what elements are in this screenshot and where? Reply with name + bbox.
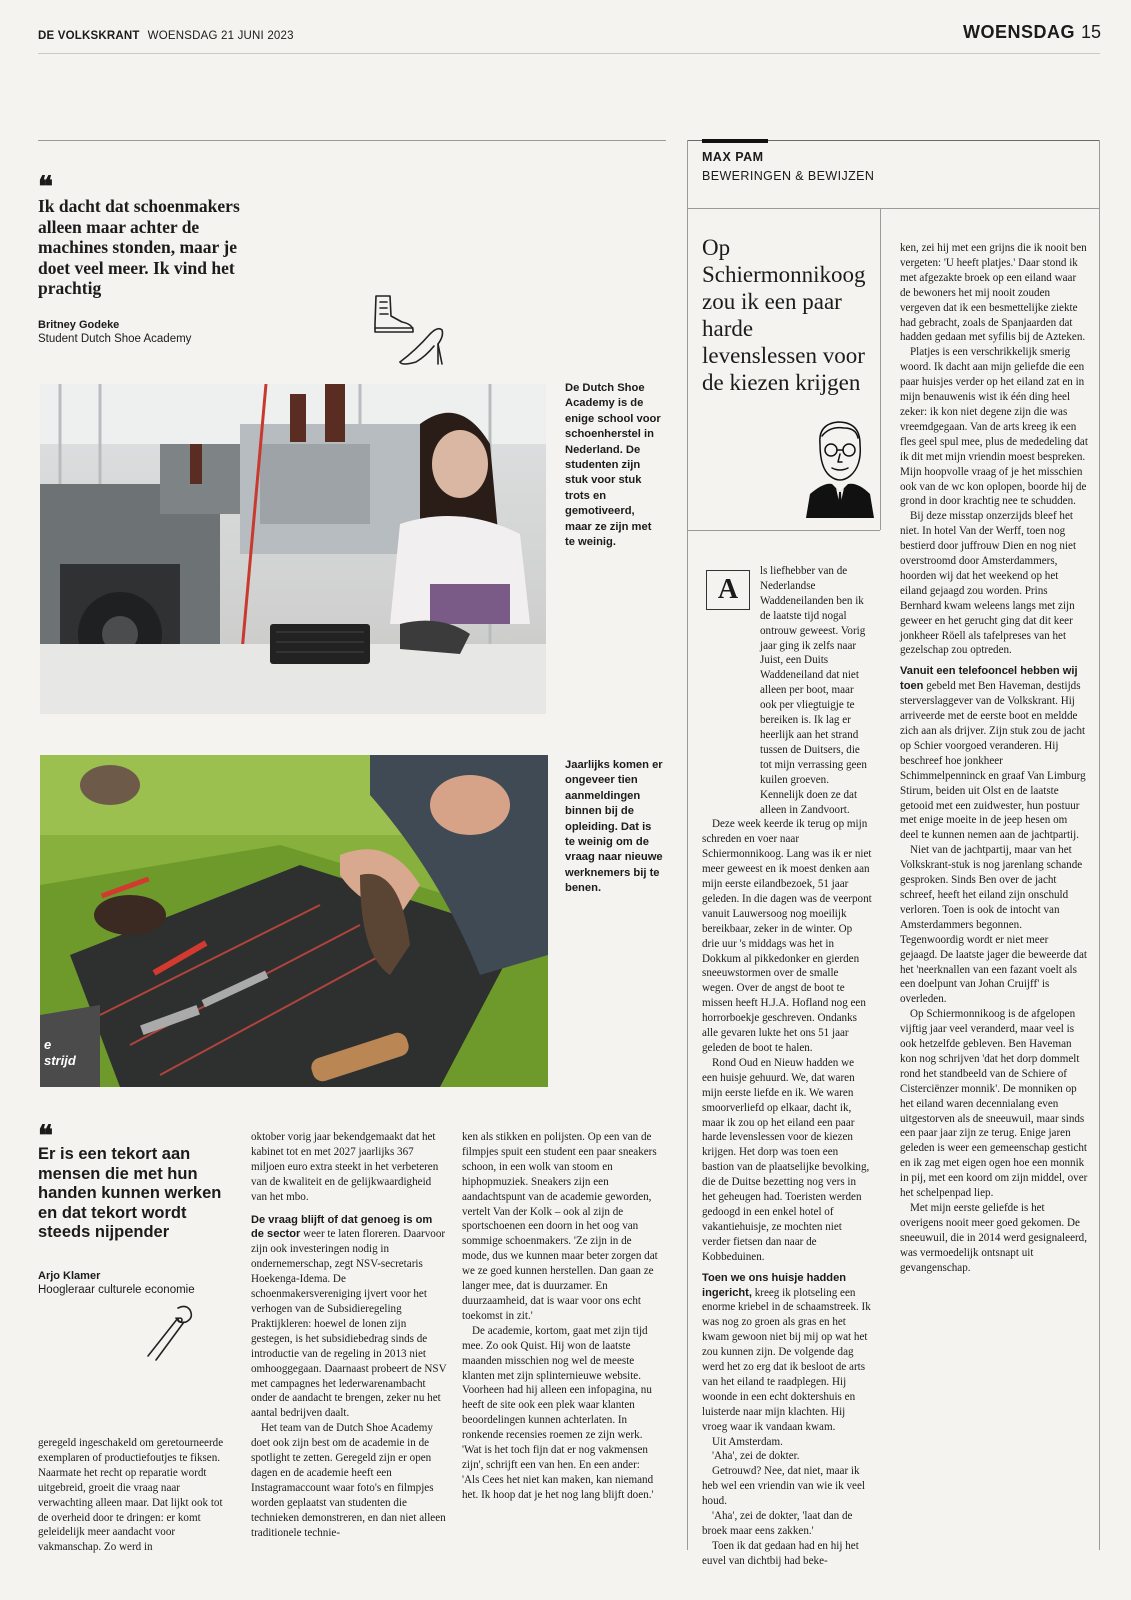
column-accent-bar [702, 139, 768, 143]
pull-quote-2: Er is een tekort aan mensen die met hun handen kunnen werken en dat tekort wordt steeds nijpender [38, 1145, 222, 1241]
author-portrait [800, 414, 878, 518]
column-paragraph: Getrouwd? Nee, dat niet, maar ik heb wel een vriendin van wie ik veel houd. [702, 1465, 865, 1508]
article-column-2 [251, 1130, 448, 1540]
pull-quote-1: Ik dacht dat schoenmakers alleen maar achter de machines stonden, maar je doet veel meer. Ik vind het prachtig [38, 196, 240, 298]
column-paragraph: ken, zei hij met een grijns die ik nooit ben vergeten: 'U heeft platjes.' Daar stond ik met afgezakte broek op een eiland waar de bewoners het mij nooit zouden vergeven dat ik een besmettelijke ziekte had gebracht, zoals de Spanjaarden dat hadden gedaan met syfilis bij de Azteken. [900, 242, 1087, 344]
article-column-1 [38, 1436, 235, 1555]
article-paragraph: De academie, kortom, gaat met zijn tijd mee. Zo ook Quist. Hij won de laatste maanden misschien nog wel de meeste klanten met zijn splinternieuwe website. Voorheen had hij alleen een infopagina, nu heeft de site ook een plek waar klanten beoordelingen kunnen achterlaten. In ronkende recensies roemen ze zijn werk. 'Wat is het toch fijn dat er nog vakmensen zijn', schrijft een van hen. En een ander: 'Als Cees het niet kan maken, kan niemand het. Ik hoop dat je het nog lang blijft doen.' [462, 1324, 654, 1501]
issue-date: WOENSDAG 21 JUNI 2023 [147, 30, 294, 42]
article-paragraph [251, 1213, 448, 1422]
paragraph-text: gebeld met Ben Haveman, destijds sterverslaggever van de Volkskrant. Hij arriveerde met de eerste boot en meldde zich aan als drijver. Zijn stuk zou de jacht op Schier voorgoed veranderen. Hij beschreef hoe jonkheer Schimmelpenninck en graaf Van Limburg Stirum, beiden uit Olst en de laatste getooid met een zuidwester, hun postuur met enige moeite in de jeep hesen om deel te kunnen nemen aan de jachtpartij. [900, 680, 1086, 842]
section-name: WOENSDAG [962, 22, 1075, 42]
article-paragraph: Het team van de Dutch Shoe Academy doet ook zijn best om de academie in de spotlight te zetten. Geregeld zijn er open dagen en de academie heeft een Instagramaccount waar foto's en filmpjes worden geplaatst van studenten die technieken demonstreren, en dan niet alleen traditionele technie- [251, 1422, 446, 1539]
column-rubric: BEWERINGEN & BEWIJZEN [702, 169, 875, 183]
photo-1-caption: De Dutch Shoe Academy is de enige school voor schoenherstel in Nederland. De studenten zijn stuk voor stuk trots en gemotiveerd, maar ze zijn met te weinig. [565, 382, 661, 549]
article-paragraph: geregeld ingeschakeld om geretourneerde exemplaren of productiefoutjes te fiksen. Naarmate het recht op reparatie wordt uitgebreid, groeit die vraag naar verwachting alleen maar. Dat lijkt ook tot de overheid door te dringen: er komt geleidelijk meer aandacht voor vakmanschap. Zo werd in [38, 1437, 224, 1554]
column-headline: Op Schiermonnikoog zou ik een paar harde levenslessen voor de kiezen krijgen [702, 235, 866, 395]
column-header-divider [880, 208, 881, 530]
column-paragraph [702, 1271, 872, 1435]
quote-2-role: Hoogleraar culturele economie [38, 1284, 195, 1296]
page-header-right [963, 22, 1101, 43]
column-text-left [702, 564, 872, 1569]
column-paragraph: Rond Oud en Nieuw hadden we een huisje gehuurd. We, dat waren mijn eerste liefde en ik. We waren smoorverliefd op elkaar, dacht ik, maar ik zou op het eiland een paar harde levenslessen voor de kiezen krijgen. Het dorp was toen een bastion van de plaatselijke bevolking, die de Duitse bezetting nog vers in het geheugen had. Toeristen werden gedoogd in een enkel hotel of vakantiehuisje, ze mochten niet verder fietsen dan naar de Kobbeduinen. [702, 1056, 870, 1263]
column-box-right-rule [1099, 140, 1100, 1550]
column-paragraph: Op Schiermonnikoog is de afgelopen vijftig jaar veel veranderd, maar veel is ook hetzelfde gebleven. Ben Haveman kon nog schrijven 'dat het dorp dommelt rond het standbeeld van de Schiere of Cisterciënzer monnik'. De monniken op het eiland waren decennialang even uitgestorven als de sneeuwuil, maar sinds een paar jaar zijn ze terug. Enige jaren geleden is weer een gemeenschap gesticht en ik zag met eigen ogen hoe een monnik in pij, met een koord om zijn middel, over het schelpenpad liep. [900, 1008, 1088, 1200]
paragraph-text: weer te laten floreren. Daarvoor zijn ook investeringen nodig in ondernemerschap, zegt NSV-secretaris Hoekenga-Idema. De schoenmakersvereniging ijvert voor het verhogen van de Subsidieregeling Praktijkleren: hoewel de lonen zijn gestegen, is het subsidiebedrag sinds de introductie van de regeling in 2013 niet omhooggegaan. Daarnaast probeert de NSV met campagnes het lederwarenambacht onder de aandacht te brengen, zeker nu het aantal bedrijven daalt. [251, 1228, 447, 1420]
article-paragraph: oktober vorig jaar bekendgemaakt dat het kabinet tot en met 2027 jaarlijks 367 miljoen euro extra steekt in het verbeteren van de kwaliteit en de gelijkwaardigheid van het mbo. [251, 1131, 439, 1203]
column-paragraph: Niet van de jachtpartij, maar van het Volkskrant-stuk is nog jarenlang schande gesproken. Sinds Ben over de jacht schreef, heeft het eiland zijn onschuld verloren. Toen is ook de intocht van Amsterdammers begonnen. Tegenwoordig wordt er niet meer gejaagd. De laatste jager die beweerde dat het 'neerknallen van een fazant voelt als een doelpunt van Johan Cruijff' is overleden. [900, 844, 1087, 1006]
paragraph-text: kreeg ik plotseling een enorme kriebel in de schaamstreek. Ik was nog zo groen als gras en het kwam gewoon niet bij mij op wat het zou kunnen zijn. De volgende dag werd het zo erg dat ik besloot de arts van het eiland te raadplegen. Hij woonde in een echt doktershuis en luisterde naar mijn klachten. Hij vroeg waar ik vandaan kwam. [702, 1286, 871, 1433]
column-text-right [900, 241, 1088, 1276]
column-paragraph: Platjes is een verschrikkelijk smerig woord. Ik dacht aan mijn geliefde die een paar huisjes verder op het eiland zat en in mijn benauwenis wist ik één ding heel zeker: ik kon niet degene zijn die was vreemdgegaan. Van de arts kreeg ik een fles geel spul mee, plus de mededeling dat ik dit met mijn vriendin moest bespreken. Mijn hoopvolle vraag of je het misschien ook van de wc kon oplopen, boorde hij de grond in door krachtig nee te schudden. [900, 346, 1088, 508]
column-paragraph: Toen ik dat gedaan had en hij het euvel van dichtbij had beke- [702, 1539, 859, 1567]
column-paragraph: Uit Amsterdam. [712, 1435, 783, 1448]
header-rule [38, 53, 1100, 54]
column-header-rule [687, 208, 1099, 209]
page-number: 15 [1080, 22, 1101, 42]
column-paragraph [900, 664, 1088, 843]
article-paragraph: ken als stikken en polijsten. Op een van de filmpjes spuit een student een paar sneakers schoon, in een wolk van stoom en hiphopmuziek. Sneakers zijn een aandachtspunt van de academie geworden, vertelt Van der Kolk – ook al zijn de sportschoenen een doorn in het oog van sommige schoenmakers. 'Ze zijn in de mode, dus we kunnen maar beter zorgen dat we ze goed kunnen herstellen. Dan gaan ze langer mee, dat is duurzamer. En duurzaamheid, dat is waar voor ons echt toekomst in zit.' [462, 1131, 658, 1322]
column-box-left-rule [687, 140, 688, 1550]
column-dropcap: A [706, 570, 750, 610]
paragraph-lead: Vanuit een telefooncel hebben wij toen [900, 665, 1078, 693]
page-header-left [38, 30, 294, 42]
paper-name: DE VOLKSKRANT [38, 30, 140, 42]
quote-1-author: Britney Godeke [38, 319, 120, 331]
paragraph-lead: Toen we ons huisje hadden ingericht, [702, 1271, 847, 1299]
photo-2-overlay-text: e strijd [44, 1037, 76, 1068]
section-top-rule [38, 140, 666, 141]
column-paragraph: 'Aha', zei de dokter, 'laat dan de broek maar eens zakken.' [702, 1510, 853, 1537]
article-column-3 [462, 1130, 659, 1503]
column-paragraph: Met mijn eerste geliefde is het overigens nooit meer goed gekomen. De sneeuwuil, die in 2014 werd gesignaleerd, was vermoedelijk ontsnapt uit gevangenschap. [900, 1202, 1088, 1274]
paragraph-lead: De vraag blijft of dat genoeg is om de sector [251, 1213, 433, 1241]
pincers-icon [142, 1300, 202, 1362]
column-author: MAX PAM [702, 150, 764, 164]
quote-2-author: Arjo Klamer [38, 1270, 101, 1282]
column-first-text: ls liefhebber van de Nederlandse Waddeneilanden ben ik de laatste tijd nogal ontrouw geweest. Vorig jaar ging ik zelfs naar Juist, een Duits Waddeneiland dat niet alleen per boot, maar ook per vliegtuigje te bereiken is. Ik lag er heerlijk aan het strand tussen de Duitsers, die tot mijn verrassing geen kuilen groeven. Kennelijk doen ze dat alleen in Zandvoort. [760, 565, 867, 816]
photo-2-caption: Jaarlijks komen er ongeveer tien aanmeldingen binnen bij de opleiding. Dat is te weinig om de vraag naar nieuwe werknemers bij te benen. [565, 759, 663, 895]
photo-sewing-workshop [40, 384, 546, 714]
column-paragraph [702, 564, 872, 817]
column-paragraph: 'Aha', zei de dokter. [712, 1450, 800, 1463]
shoe-boot-icon [372, 292, 450, 372]
column-paragraph: Bij deze misstap onzerzijds bleef het niet. In hotel Van der Werff, toen nog bestierd door juffrouw Dien en nog niet overstroomd door Amsterdammers, hoorden wij dat het weekend op het eiland gejaagd zou worden. Prins Bernhard kwam weleens langs met zijn geweer en het gerucht ging dat dit keer jonkheer Röell als tafelpreses van het gezelschap zou optreden. [900, 510, 1077, 657]
photo-workbench [40, 755, 548, 1087]
column-paragraph: Deze week keerde ik terug op mijn schreden en voer naar Schiermonnikoog. Lang was ik er niet meer geweest en ik moest denken aan mijn eerste eilandbezoek, 51 jaar geleden. In die dagen was de veerpont vanuit Lauwersoog nog moeilijk bereikbaar, zeker in de winter. Op drie uur 's middags was het in Dokkum al pikkedonker en gierden sneeuwstormen over de smalle wegen. Over de angst de boot te missen heeft H.J.A. Hofland nog een horrorboekje geschreven. Ondanks alle gevaren lukte het ons 51 jaar geleden de boot te halen. [702, 818, 872, 1054]
column-headline-rule [687, 530, 880, 531]
quote-mark-icon: ❝ [38, 1121, 54, 1152]
quote-mark-icon: ❝ [38, 172, 54, 203]
quote-1-role: Student Dutch Shoe Academy [38, 333, 192, 345]
